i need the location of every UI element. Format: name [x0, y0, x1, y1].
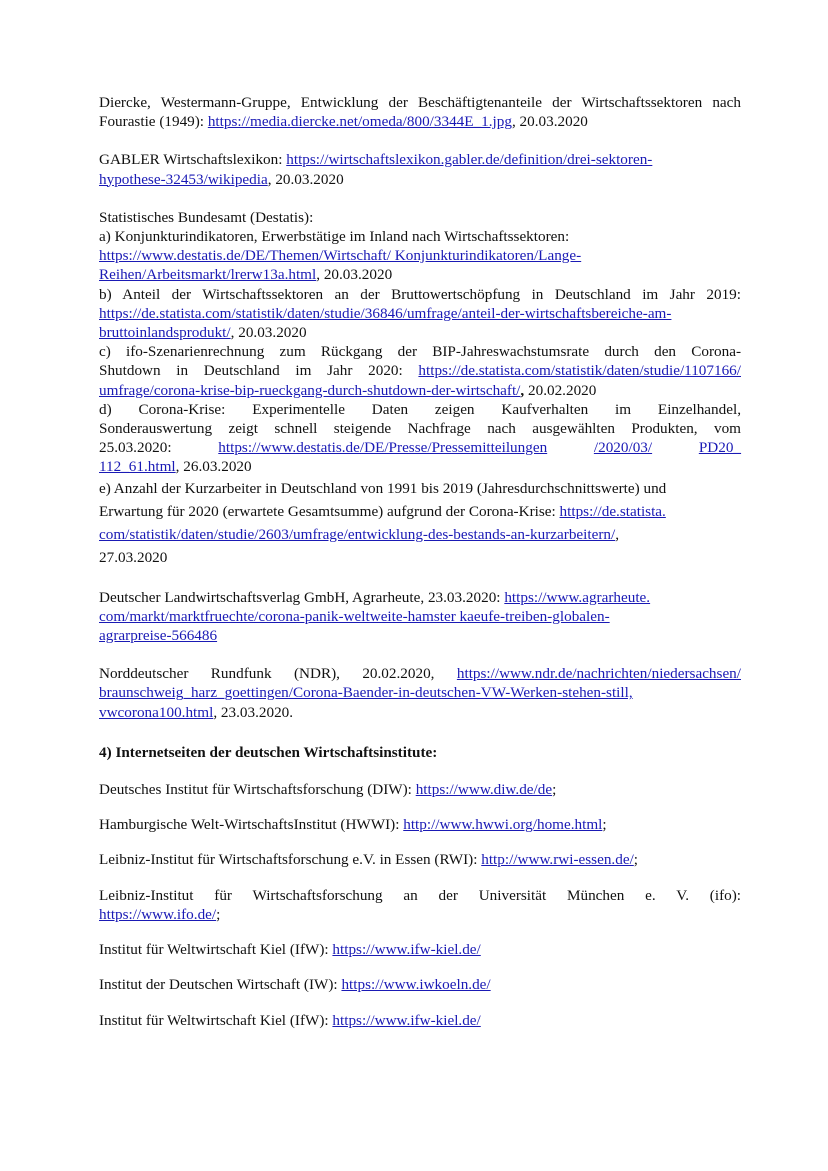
institute-name: Institut für Weltwirtschaft Kiel (IfW): [99, 1011, 333, 1029]
ref-destatis-d-text-2: Sonderauswertung zeigt schnell steigende Nachfrage nach ausgewählten Produkten, vom [99, 420, 741, 438]
institute-item [99, 815, 741, 834]
institute-link[interactable]: https://www.diw.de/de [415, 781, 553, 799]
institute-link[interactable]: http://www.rwi-essen.de/ [481, 851, 634, 869]
institute-list [99, 780, 741, 1030]
ref-destatis-e-date: 27.03.2020 [99, 548, 168, 566]
ref-ndr-text: Norddeutscher Rundfunk (NDR), 20.02.2020, [99, 665, 457, 683]
ref-destatis-d-link-1b[interactable]: /2020/03/ [593, 439, 653, 457]
ref-destatis-b-link-2[interactable]: bruttoinlandsprodukt/ [99, 324, 231, 342]
ref-destatis-a-link-2[interactable]: Reihen/Arbeitsmarkt/lrerw13a.html [99, 266, 317, 284]
ref-destatis-b-date: , 20.03.2020 [230, 324, 307, 342]
ref-destatis-c-date: 20.02.2020 [524, 381, 597, 399]
institute-name: Hamburgische Welt-WirtschaftsInstitut (HWWI): [99, 816, 404, 834]
ref-destatis-c-text-2: Shutdown in Deutschland im Jahr 2020: [99, 362, 419, 380]
ref-destatis-a-date: , 20.03.2020 [316, 266, 393, 284]
institute-link[interactable]: https://www.ifo.de/ [99, 905, 217, 923]
institute-tail: ; [552, 781, 557, 799]
institute-name: Institut der Deutschen Wirtschaft (IW): [99, 976, 342, 994]
ref-destatis-c-link-1[interactable]: https://de.statista.com/statistik/daten/studie/1107166/ [418, 362, 741, 380]
institute-item [99, 975, 741, 994]
institute-name: Leibniz-Institut für Wirtschaftsforschung an der Universität München e. V. (ifo): [99, 886, 741, 904]
section-heading: 4) Internetseiten der deutschen Wirtschaftsinstitute: [99, 743, 438, 761]
ref-destatis-e-link-2[interactable]: com/statistik/daten/studie/2603/umfrage/entwicklung-des-bestands-an-kurzarbeitern/ [99, 525, 616, 543]
ref-agrar-link-1[interactable]: https://www.agrarheute. [504, 588, 651, 606]
ref-destatis-d-link-1a[interactable]: https://www.destatis.de/DE/Presse/Pressemitteilungen [218, 439, 548, 457]
ref-destatis-e-link-1[interactable]: https://de.statista. [559, 502, 666, 520]
ref-destatis-e [99, 477, 741, 569]
institute-link[interactable]: https://www.ifw-kiel.de/ [332, 941, 481, 959]
ref-gabler-date: , 20.03.2020 [267, 170, 344, 188]
institute-tail: ; [633, 851, 639, 869]
ref-destatis-e-comma: , [615, 525, 620, 543]
institute-name: Leibniz-Institut für Wirtschaftsforschung e.V. in Essen (RWI): [99, 851, 482, 869]
ref-destatis-d-text-3: 25.03.2020: [99, 439, 172, 457]
ref-destatis-d-link-1c[interactable]: PD20_ [698, 439, 742, 457]
ref-gabler-link-1[interactable]: https://wirtschaftslexikon.gabler.de/definition/drei-sektoren- [286, 151, 653, 169]
ref-destatis-e-text-1: e) Anzahl der Kurzarbeiter in Deutschland von 1991 bis 2019 (Jahresdurchschnittswerte) und [99, 479, 667, 497]
institute-item [99, 886, 741, 924]
ref-diercke-text: Diercke, Westermann-Gruppe, Entwicklung der Beschäftigtenanteile der Wirtschaftssektoren nach Fourastie (1949): [99, 94, 741, 131]
ref-destatis-d-date: , 26.03.2020 [175, 458, 252, 476]
institute-item [99, 940, 741, 959]
ref-destatis-b-link-1[interactable]: https://de.statista.com/statistik/daten/studie/36846/umfrage/anteil-der-wirtschaftsbereiche-am- [99, 304, 672, 322]
institute-name: Deutsches Institut für Wirtschaftsforschung (DIW): [99, 781, 416, 799]
references-content [99, 93, 741, 1030]
ref-ndr-link-3[interactable]: vwcorona100.html [99, 703, 214, 721]
ref-gabler [99, 150, 741, 188]
ref-diercke-link[interactable]: https://media.diercke.net/omeda/800/3344E_1.jpg [207, 113, 512, 131]
institute-link[interactable]: https://www.iwkoeln.de/ [341, 976, 491, 994]
ref-ndr-link-2[interactable]: braunschweig_harz_goettingen/Corona-Baender-in-deutschen-VW-Werken-stehen-still, [99, 684, 633, 702]
institute-item [99, 850, 741, 869]
ref-ndr-date: , 23.03.2020. [213, 703, 294, 721]
ref-diercke-date: , 20.03.2020 [511, 113, 588, 131]
ref-destatis-c-comma: , [520, 381, 525, 399]
institute-link[interactable]: https://www.ifw-kiel.de/ [332, 1011, 481, 1029]
institute-name: Institut für Weltwirtschaft Kiel (IfW): [99, 941, 333, 959]
ref-destatis-e-text-2: Erwartung für 2020 (erwartete Gesamtsumme) aufgrund der Corona-Krise: [99, 502, 560, 520]
ref-agrar-link-2[interactable]: com/markt/marktfruechte/corona-panik-weltweite-hamster kaeufe-treiben-globalen- [99, 607, 610, 625]
ref-diercke [99, 93, 741, 131]
ref-agrar-link-3[interactable]: agrarpreise-566486 [99, 627, 218, 645]
ref-destatis [99, 208, 741, 569]
ref-gabler-text: GABLER Wirtschaftslexikon: [99, 151, 287, 169]
ref-ndr [99, 664, 741, 722]
ref-destatis-d-text-1: d) Corona-Krise: Experimentelle Daten zeigen Kaufverhalten im Einzelhandel, [99, 400, 741, 418]
ref-destatis-a-link-1[interactable]: https://www.destatis.de/DE/Themen/Wirtschaft/ Konjunkturindikatoren/Lange- [99, 247, 582, 265]
institute-item [99, 780, 741, 799]
institute-item [99, 1011, 741, 1030]
institute-tail: ; [602, 816, 607, 834]
ref-ndr-link-1[interactable]: https://www.ndr.de/nachrichten/niedersachsen/ [456, 665, 741, 683]
ref-destatis-c-link-2[interactable]: umfrage/corona-krise-bip-rueckgang-durch-shutdown-der-wirtschaft/ [99, 381, 521, 399]
ref-agrar [99, 588, 741, 646]
ref-gabler-link-2[interactable]: hypothese-32453/wikipedia [99, 170, 268, 188]
ref-destatis-c-text-1: c) ifo-Szenarienrechnung zum Rückgang der BIP-Jahreswachstumsrate durch den Corona- [99, 343, 741, 361]
institute-tail: ; [216, 905, 221, 923]
ref-agrar-text: Deutscher Landwirtschaftsverlag GmbH, Agrarheute, 23.03.2020: [99, 588, 505, 606]
ref-destatis-title: Statistisches Bundesamt (Destatis): [99, 208, 314, 226]
ref-destatis-d-link-2[interactable]: 112_61.html [99, 458, 176, 476]
ref-destatis-b-text: b) Anteil der Wirtschaftssektoren an der Bruttowertschöpfung in Deutschland im Jahr 2019: [99, 285, 741, 303]
ref-destatis-a-text: a) Konjunkturindikatoren, Erwerbstätige im Inland nach Wirtschaftssektoren: [99, 228, 570, 246]
institute-link[interactable]: http://www.hwwi.org/home.html [403, 816, 603, 834]
